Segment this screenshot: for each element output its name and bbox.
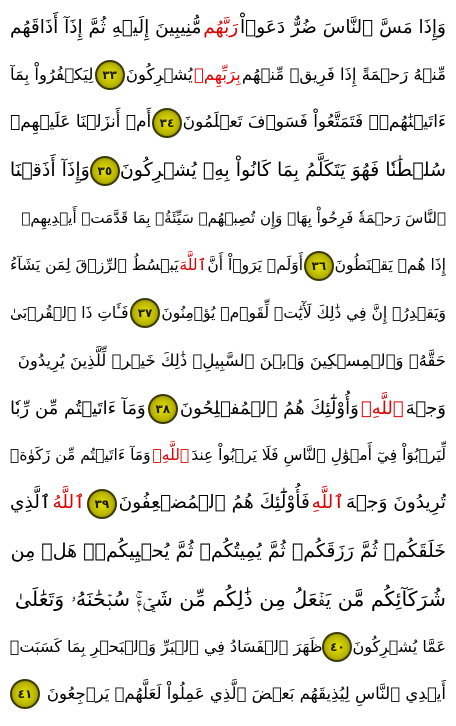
verse-text: فَأُوْلَٰٓئِكَ هُمُ ٱلۡمُضۡعِفُونَ <box>118 492 310 514</box>
divine-name-text: ٱللَّهِ <box>311 492 345 514</box>
divine-name-text: ٱللَّهِۖ <box>360 397 404 419</box>
divine-name-text: ٱللَّهَ <box>179 256 207 275</box>
verse-text: ءَاتَيۡنَٰهُمۡۚ فَتَمَتَّعُواْ فَسَوۡفَ تَعۡلَمُونَ <box>182 112 446 133</box>
verse-text: يُشۡرِكُونَ <box>125 65 193 85</box>
verse-text: أَوَلَمۡ يَرَوۡاْ أَنَّ <box>207 256 304 275</box>
verse-text: وَإِذَآ أَذَقۡنَا <box>10 159 90 182</box>
text-line <box>10 4 446 52</box>
text-line <box>10 623 446 671</box>
verse-text: سُلۡطَٰنٗا فَهُوَ يَتَكَلَّمُ بِمَا كَانُواْ بِهِۦ يُشۡرِكُونَ <box>119 159 446 182</box>
verse-text: لِيَكۡفُرُواْ بِمَآ <box>10 65 94 85</box>
text-line <box>10 385 446 433</box>
verse-text: وَإِذَا مَسَّ ٱلنَّاسَ ضُرٌّ دَعَوۡاْ <box>239 16 446 38</box>
text-line <box>10 670 446 718</box>
verse-number-marker: ٤١ <box>10 679 40 709</box>
verse-text: حَقَّهُۥ وَٱلۡمِسۡكِينَ وَٱبۡنَ ٱلسَّبِيلِۚ ذَٰلِكَ خَيۡرٞ لِّلَّذِينَ يُرِيدُونَ <box>17 350 446 370</box>
verse-text: شُرَكَآئِكُم مَّن يَفۡعَلُ مِن ذَٰلِكُم مِّن شَيۡءٖۚ سُبۡحَٰنَهُۥ وَتَعَٰلَىٰ <box>14 586 446 611</box>
text-line <box>10 194 446 242</box>
text-line <box>10 147 446 195</box>
text-line <box>10 337 446 385</box>
divine-name-text: بِرَبِّهِمۡ <box>193 65 241 85</box>
verse-text: وَأُوْلَٰٓئِكَ هُمُ ٱلۡمُفۡلِحُونَ <box>179 397 359 419</box>
verse-text: وَيَقۡدِرُۚ إِنَّ فِي ذَٰلِكَ لَأٓيَٰتٖ لِّقَوۡمٖ يُؤۡمِنُونَ <box>161 303 446 322</box>
text-line <box>10 528 446 576</box>
verse-text: مُّنِيبِينَ إِلَيۡهِ ثُمَّ إِذَآ أَذَاقَهُم <box>10 16 202 38</box>
verse-number-marker: ٣٣ <box>95 60 125 90</box>
verse-text: مِّنۡهُ رَحۡمَةً إِذَا فَرِيقٞ مِّنۡهُم <box>241 65 446 85</box>
verse-text: أَمۡ أَنزَلۡنَا عَلَيۡهِمۡ <box>10 112 152 133</box>
text-line <box>10 575 446 623</box>
verse-text: ٱلنَّاسَ رَحۡمَةٗ فَرِحُواْ بِهَاۖ وَإِن تُصِبۡهُمۡ سَيِّئَةُۢ بِمَا قَدَّمَتۡ أَيۡدِيهِمۡ <box>21 208 446 227</box>
text-line <box>10 52 446 100</box>
verse-number-marker: ٣٩ <box>87 489 117 519</box>
verse-text: ظَهَرَ ٱلۡفَسَادُ فِي ٱلۡبَرِّ وَٱلۡبَحۡرِ بِمَا كَسَبَتۡ <box>10 636 323 656</box>
verse-text: تُرِيدُونَ وَجۡهَ <box>345 492 446 514</box>
divine-name-text: رَبَّهُم <box>203 16 239 38</box>
verse-text: وَمَآ ءَاتَيۡتُم مِّن رِّبٗا <box>10 397 146 419</box>
divine-name-text: ٱللَّهُ <box>52 492 86 514</box>
verse-text: يَبۡسُطُ ٱلرِّزۡقَ لِمَن يَشَآءُ <box>10 256 179 275</box>
verse-text: عَمَّا يُشۡرِكُونَ <box>352 636 446 656</box>
verse-text: لِّيَرۡبُوَاْ فِيٓ أَمۡوَٰلِ ٱلنَّاسِ فَلَا يَرۡبُواْ عِندَ <box>191 446 446 465</box>
verse-text: أَيۡدِي ٱلنَّاسِ لِيُذِيقَهُم بَعۡضَ ٱلَّذِي عَمِلُواْ لَعَلَّهُمۡ يَرۡجِعُونَ <box>46 683 446 703</box>
verse-number-marker: ٣٦ <box>304 251 334 281</box>
verse-number-marker: ٤٠ <box>322 632 352 662</box>
text-line <box>10 242 446 290</box>
divine-name-text: ٱللَّهِۖ <box>152 446 190 465</box>
text-line <box>10 432 446 480</box>
verse-text: ٱلَّذِي <box>10 492 51 514</box>
verse-number-marker: ٣٧ <box>130 298 160 328</box>
verse-text: فَـَٔاتِ ذَا ٱلۡقُرۡبَىٰ <box>10 303 129 322</box>
verse-text: إِذَا هُمۡ يَقۡنَطُونَ <box>334 256 446 275</box>
text-line <box>10 290 446 338</box>
verse-number-marker: ٣٨ <box>148 394 178 424</box>
verse-number-marker: ٣٤ <box>152 108 182 138</box>
verse-text: خَلَقَكُمۡ ثُمَّ رَزَقَكُمۡ ثُمَّ يُمِيتُكُمۡ ثُمَّ يُحۡيِيكُمۡۖ هَلۡ مِن <box>10 539 446 562</box>
verse-number-marker: ٣٥ <box>90 156 120 186</box>
text-line <box>10 480 446 528</box>
verse-text: وَجۡهَ <box>405 397 446 419</box>
text-line <box>10 99 446 147</box>
verse-text: وَمَآ ءَاتَيۡتُم مِّن زَكَوٰةٖ <box>10 446 151 465</box>
